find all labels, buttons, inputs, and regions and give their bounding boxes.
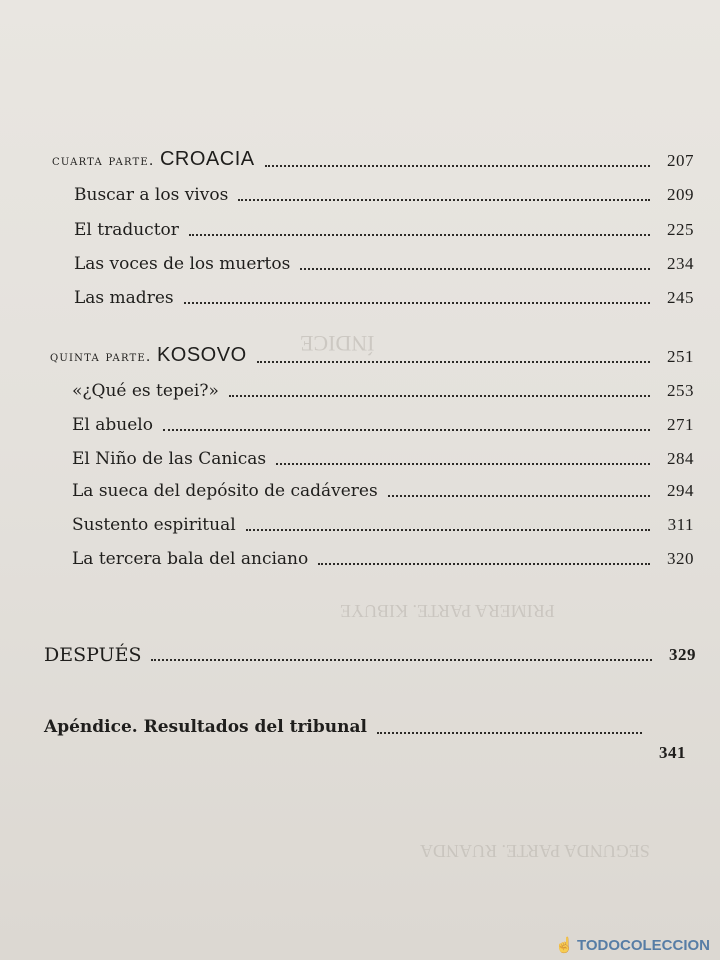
chapter-title: La tercera bala del anciano [72, 549, 309, 569]
dot-leader [184, 302, 650, 304]
dot-leader [229, 395, 650, 397]
toc-chapter[interactable] [72, 472, 694, 502]
page-number: 329 [669, 645, 696, 664]
toc-chapter[interactable] [72, 372, 694, 402]
toc-despues[interactable] [44, 636, 696, 666]
page-number: 234 [667, 254, 694, 273]
toc-chapter[interactable] [72, 540, 694, 570]
hand-icon: ☝ [555, 937, 574, 954]
bleed-through-text: ÍNDICE [300, 331, 375, 356]
page-number: 284 [667, 449, 694, 468]
part-title: CROACIA [159, 148, 255, 170]
chapter-title: Sustento espiritual [72, 515, 236, 535]
toc-chapter[interactable] [74, 279, 694, 309]
chapter-title: El traductor [74, 220, 179, 240]
page-number: 251 [667, 347, 694, 366]
page-number: 225 [667, 220, 694, 239]
chapter-title: Las voces de los muertos [74, 254, 291, 274]
dot-leader [300, 268, 650, 270]
dot-leader [238, 199, 650, 201]
dot-leader [318, 563, 650, 565]
dot-leader [151, 659, 652, 661]
page-number: 320 [667, 549, 694, 568]
section-title: DESPUÉS [44, 644, 142, 666]
page-number: 294 [667, 481, 694, 500]
page-number: 209 [667, 185, 694, 204]
toc-apendice[interactable] [44, 712, 686, 764]
part-prefix: quinta parte. [50, 349, 152, 365]
chapter-title: Buscar a los vivos [74, 185, 229, 205]
chapter-title: Las madres [74, 288, 174, 308]
dot-leader [388, 495, 650, 497]
toc-chapter[interactable] [74, 211, 694, 241]
page-number: 271 [667, 415, 694, 434]
part-heading [50, 344, 247, 368]
dot-leader [246, 529, 650, 531]
dot-leader [257, 361, 650, 363]
bleed-through-text: SEGUNDA PARTE. RUANDA [420, 841, 650, 861]
chapter-title: El abuelo [72, 415, 153, 435]
part-prefix: cuarta parte. [52, 153, 155, 169]
watermark-text: TODOCOLECCION [576, 937, 710, 954]
page-number: 207 [667, 151, 694, 170]
toc-chapter[interactable] [74, 176, 694, 206]
part-title: KOSOVO [156, 344, 247, 366]
dot-leader [276, 463, 650, 465]
watermark [555, 936, 710, 954]
page-number: 253 [667, 381, 694, 400]
page-number: 245 [667, 288, 694, 307]
page-number: 311 [667, 515, 694, 534]
chapter-title: La sueca del depósito de cadáveres [72, 481, 378, 501]
section-title: Apéndice. Resultados del tribunal [44, 717, 367, 737]
chapter-title: El Niño de las Canicas [72, 449, 267, 469]
toc-part-5[interactable] [50, 338, 694, 368]
page-number: 341 [659, 743, 686, 762]
chapter-title: «¿Qué es tepei?» [72, 381, 219, 401]
toc-chapter[interactable] [72, 406, 694, 436]
toc-chapter[interactable] [72, 506, 694, 536]
part-heading [52, 148, 255, 172]
toc-chapter[interactable] [74, 245, 694, 275]
toc-chapter[interactable] [72, 440, 694, 470]
dot-leader [265, 165, 650, 167]
dot-leader [377, 732, 642, 734]
dot-leader [163, 429, 650, 431]
bleed-through-text: PRIMERA PARTE. KIBUYE [340, 601, 555, 621]
dot-leader [189, 234, 650, 236]
toc-part-4[interactable] [52, 142, 694, 172]
